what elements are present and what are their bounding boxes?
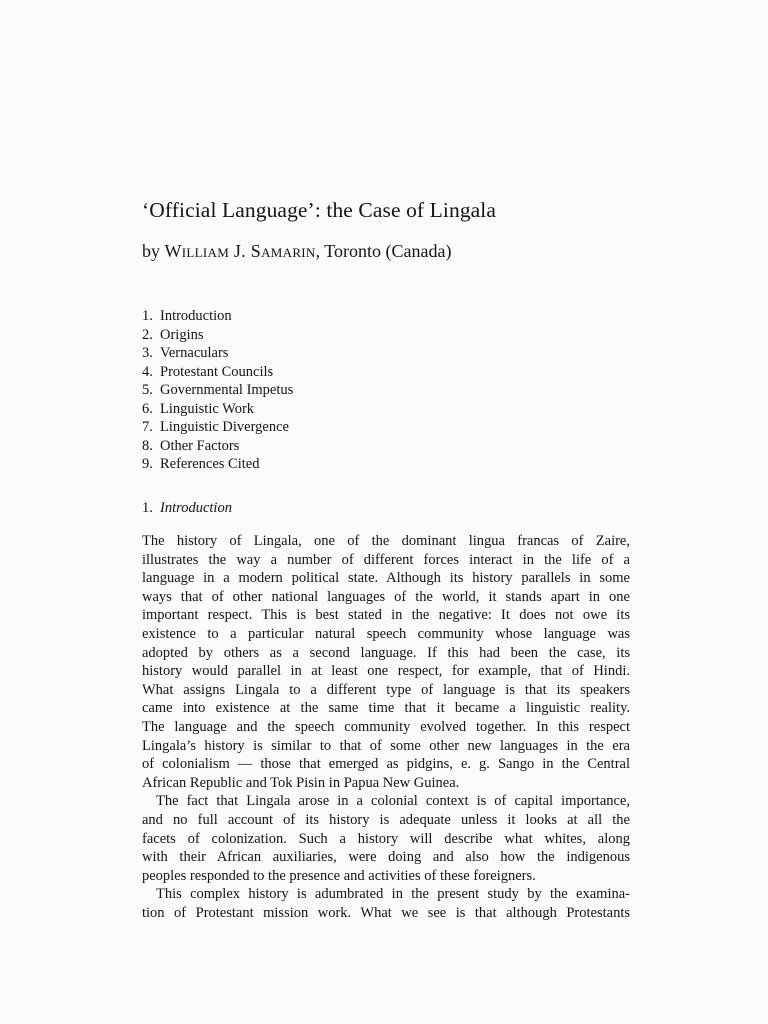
toc-item-number: 7. [142, 419, 153, 435]
toc-item-label: Origins [160, 326, 204, 343]
toc-item-number: 5. [142, 382, 153, 398]
body-line: existence to a particular natural speech community whose language was [142, 625, 630, 642]
toc-item-label: References Cited [160, 456, 260, 472]
body-line: African Republic and Tok Pisin in Papua New Guinea. [142, 774, 460, 791]
toc-item [142, 363, 293, 382]
section-heading [142, 498, 232, 518]
body-line: What assigns Lingala to a different type of language is that its speakers [142, 681, 630, 698]
toc-item-label: Vernaculars [160, 345, 229, 361]
toc-item [142, 455, 293, 474]
toc-item [142, 400, 293, 419]
toc-item [142, 437, 293, 456]
body-line: peoples responded to the presence and activities of these foreigners. [142, 867, 536, 884]
author-affiliation: , Toronto (Canada) [315, 241, 452, 261]
toc-item-label: Protestant Councils [160, 363, 274, 380]
toc-item-label: Introduction [160, 308, 232, 324]
toc-item-number: 9. [142, 456, 153, 472]
toc-item-number: 6. [142, 400, 153, 417]
toc-item-number: 3. [142, 345, 153, 361]
author-name: William J. Samarin [164, 241, 316, 261]
article-byline [142, 238, 452, 264]
body-line: came into existence at the same time that it became a linguistic reality. [142, 700, 630, 717]
toc-item-label: Linguistic Divergence [160, 419, 289, 435]
body-line: Lingala’s history is similar to that of some other new languages in the era [142, 737, 630, 754]
body-text [142, 532, 630, 922]
toc-item-number: 1. [142, 308, 153, 324]
body-line: This complex history is adumbrated in the present study by the examina- [156, 886, 630, 903]
body-line: tion of Protestant mission work. What we see is that although Protestants [142, 904, 630, 921]
body-line: of colonialism — those that emerged as pidgins, e. g. Sango in the Central [142, 756, 630, 773]
toc-item-label: Governmental Impetus [160, 382, 294, 398]
toc-item [142, 326, 293, 345]
toc-item-number: 8. [142, 437, 153, 454]
body-line: ways that of other national languages of the world, it stands apart in one [142, 588, 630, 605]
toc-item [142, 418, 293, 437]
toc-item [142, 344, 293, 363]
toc-item [142, 307, 293, 326]
toc-item [142, 381, 293, 400]
body-line: with their African auxiliaries, were doing and also how the indigenous [142, 849, 630, 866]
body-line: The language and the speech community evolved together. In this respect [142, 718, 630, 735]
body-line: language in a modern political state. Although its history parallels in some [142, 570, 630, 587]
body-line: illustrates the way a number of different forces interact in the life of a [142, 551, 630, 568]
section-number: 1. [142, 500, 153, 516]
body-line: The fact that Lingala arose in a colonial context is of capital importance, [156, 793, 630, 810]
table-of-contents [142, 307, 293, 474]
toc-item-label: Linguistic Work [160, 400, 255, 417]
section-title: Introduction [160, 500, 232, 516]
article-title: ‘Official Language’: the Case of Lingala [142, 198, 497, 222]
body-line: adopted by others as a second language. If this had been the case, its [142, 644, 630, 661]
body-line: The history of Lingala, one of the dominant lingua francas of Zaire, [142, 533, 630, 549]
toc-item-number: 4. [142, 363, 153, 380]
byline-prefix: by [142, 241, 165, 261]
toc-item-number: 2. [142, 326, 153, 343]
toc-item-label: Other Factors [160, 437, 240, 454]
body-line: and no full account of its history is adequate unless it looks at all the [142, 811, 630, 828]
body-line: history would parallel in at least one respect, for example, that of Hindi. [142, 663, 630, 680]
body-line: facets of colonization. Such a history will describe what whites, along [142, 830, 630, 847]
body-line: important respect. This is best stated in the negative: It does not owe its [142, 607, 630, 624]
